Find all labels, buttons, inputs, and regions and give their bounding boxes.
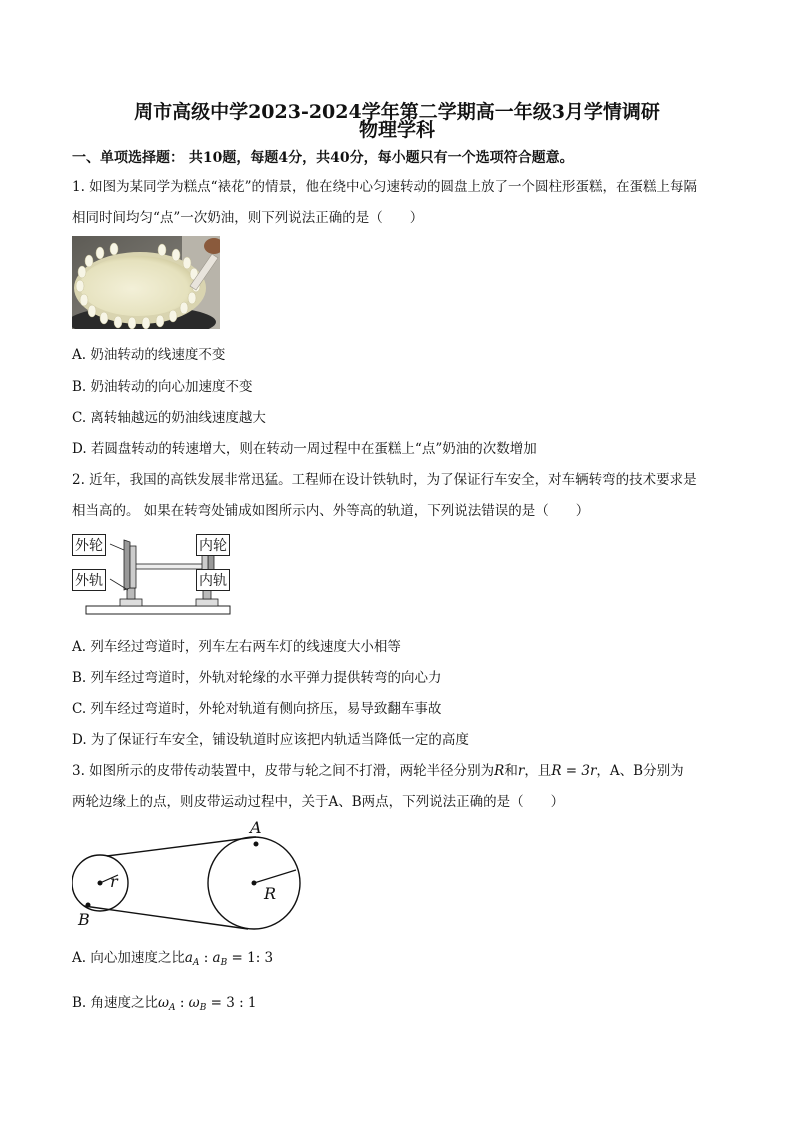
q3-a-subscript-2: B xyxy=(220,958,228,968)
label-inner-wheel: 内轮 xyxy=(196,534,230,556)
q3-a-subscript-1: A xyxy=(192,958,200,968)
q2-option-b: B. 列车经过弯道时，外轨对轮缘的水平弹力提供转弯的向心力 xyxy=(72,670,442,686)
q3-omega-symbol-2: ω xyxy=(188,995,200,1011)
q1-stem-line1: 1. 如图为某同学为糕点“裱花”的情景，他在绕中心匀速转动的圆盘上放了一个圆柱形蛋糕，在蛋糕上每隔 xyxy=(72,179,697,195)
q2-option-a: A. 列车经过弯道时，列车左右两车灯的线速度大小相等 xyxy=(72,639,401,655)
q3-a-value: = 1: 3 xyxy=(227,950,274,966)
page-title: 周市高级中学2023-2024学年第二学期高一年级3月学情调研 xyxy=(134,101,660,123)
point-a-label: A xyxy=(250,818,262,837)
q3-and: 和 xyxy=(504,763,518,779)
q2-option-d: D. 为了保证行车安全，铺设轨道时应该把内轨适当降低一定的高度 xyxy=(72,732,469,748)
q2-stem-line2: 相当高的。 如果在转弯处铺成如图所示内、外等高的轨道，下列说法错误的是（ ） xyxy=(72,503,590,519)
q3-a-symbol-2: a xyxy=(212,950,221,966)
section-heading: 一、单项选择题： 共10题，每题4分，共40分，每小题只有一个选项符合题意。 xyxy=(72,150,574,166)
q1-stem-line2: 相同时间均匀“点”一次奶油，则下列说法正确的是（ ） xyxy=(72,210,424,226)
radius-r-label: r xyxy=(110,872,118,891)
q1-option-d: D. 若圆盘转动的转速增大，则在转动一周过程中在蛋糕上“点”奶油的次数增加 xyxy=(72,441,537,457)
rail-wheel-figure xyxy=(72,532,232,616)
point-b-label: B xyxy=(78,910,90,929)
radius-R-label: R xyxy=(264,884,277,903)
label-outer-rail: 外轨 xyxy=(72,569,106,591)
q3-omega-subscript-1: A xyxy=(169,1003,176,1013)
q1-option-b: B. 奶油转动的向心加速度不变 xyxy=(72,379,253,395)
q3-stem-line1 xyxy=(72,759,684,779)
q1-option-c: C. 离转轴越远的奶油线速度越大 xyxy=(72,410,266,426)
q3-eq: R = 3r xyxy=(551,763,597,779)
q3-comma-and: ，且 xyxy=(524,763,552,779)
q3-a-symbol-1: a xyxy=(184,950,193,966)
q3-omega-subscript-2: B xyxy=(199,1003,207,1013)
q3-option-b-text: B. 角速度之比 xyxy=(72,995,159,1011)
q3-stem-text-a: 3. 如图所示的皮带传动装置中，皮带与轮之间不打滑，两轮半径分别为 xyxy=(72,763,495,779)
cake-decorating-photo xyxy=(72,236,220,329)
q3-omega-symbol-1: ω xyxy=(158,995,170,1011)
q3-a-colon: : xyxy=(199,950,213,966)
q3-b-colon: : xyxy=(175,995,189,1011)
label-outer-wheel: 外轮 xyxy=(72,534,106,556)
q3-option-a xyxy=(72,946,273,968)
q2-option-c: C. 列车经过弯道时，外轮对轨道有侧向挤压，易导致翻车事故 xyxy=(72,701,442,717)
label-inner-rail: 内轨 xyxy=(196,569,230,591)
q3-stem-text-b: ，A、B分别为 xyxy=(596,763,684,779)
subject-title: 物理学科 xyxy=(358,119,435,141)
q3-option-a-text: A. 向心加速度之比 xyxy=(72,950,185,966)
q3-stem-line2: 两轮边缘上的点，则皮带运动过程中，关于A、B两点，下列说法正确的是（ ） xyxy=(72,794,565,810)
q3-r: r xyxy=(517,763,525,779)
q3-R: R xyxy=(494,763,505,779)
q3-b-value: = 3 : 1 xyxy=(206,995,257,1011)
q3-option-b xyxy=(72,991,257,1013)
belt-drive-figure xyxy=(72,818,302,936)
q2-stem-line1: 2. 近年，我国的高铁发展非常迅猛。工程师在设计铁轨时，为了保证行车安全，对车辆转弯的技术要求是 xyxy=(72,472,697,488)
q1-option-a: A. 奶油转动的线速度不变 xyxy=(72,347,226,363)
